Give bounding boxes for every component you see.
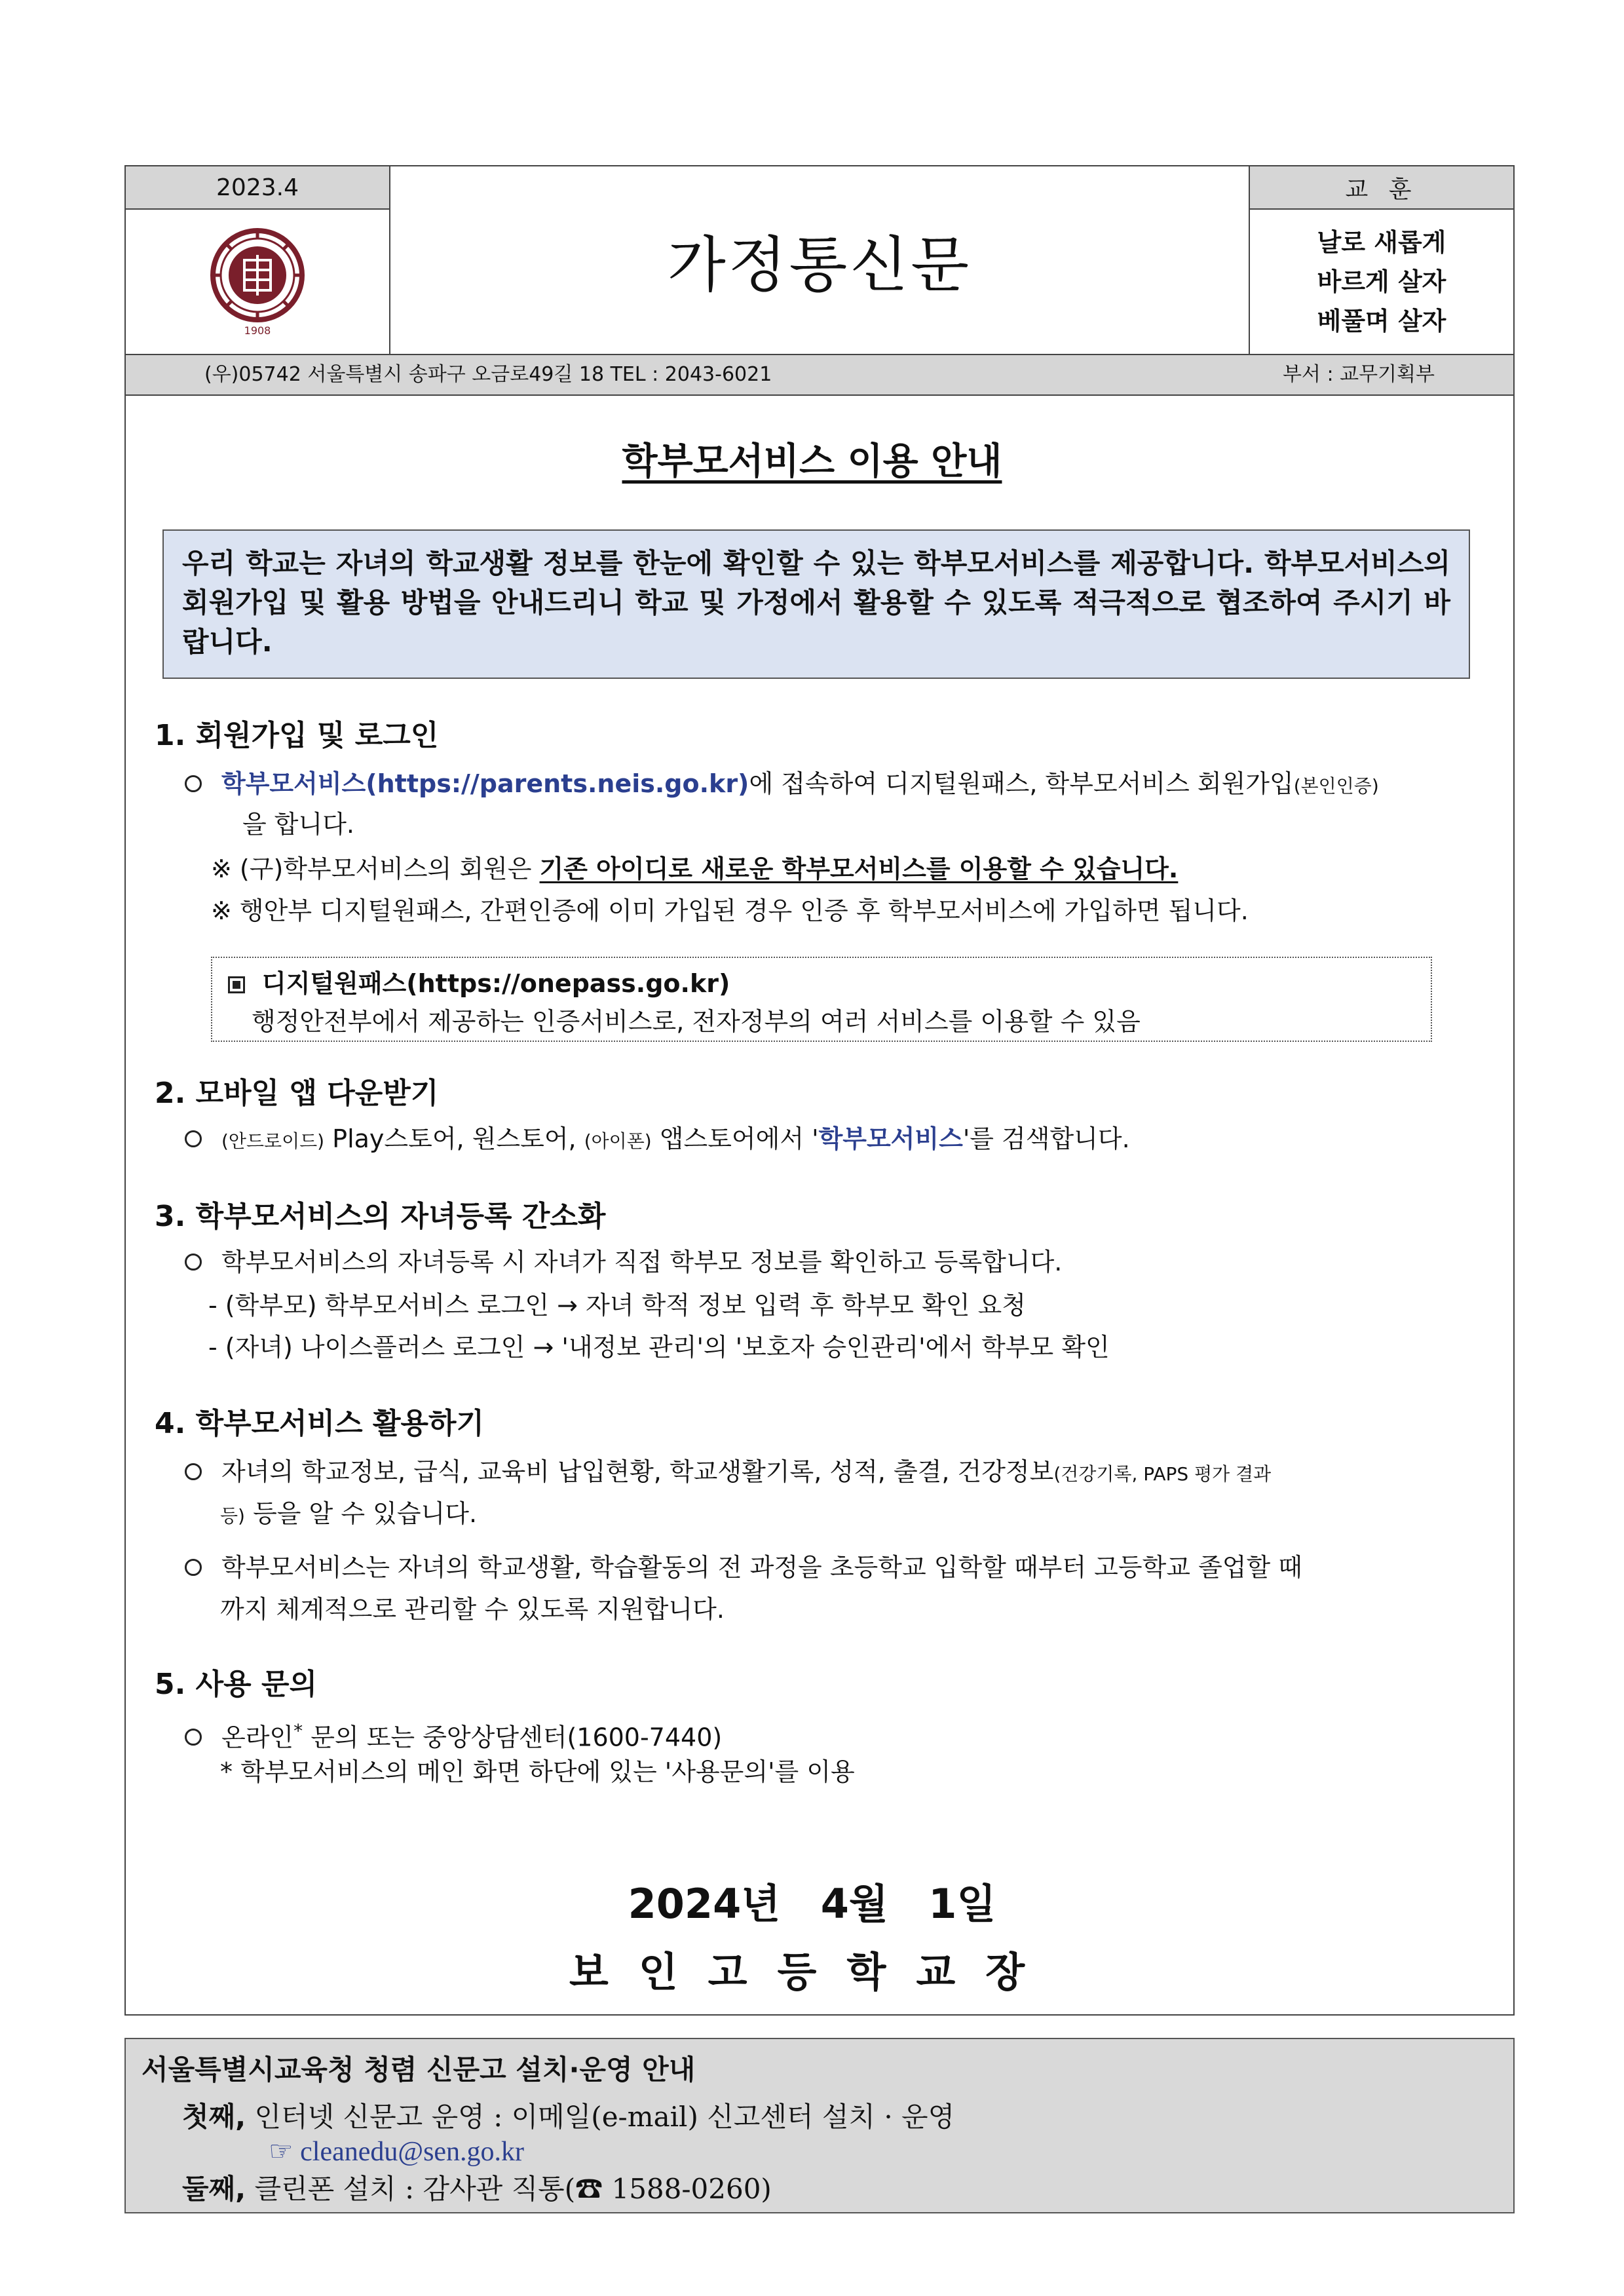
s1-note-1: ※ (구)학부모서비스의 회원은 기존 아이디로 새로운 학부모서비스를 이용할 수 있습니다.	[211, 854, 1179, 883]
notice-second: 둘째, 클린폰 설치 : 감사관 직통(☎ 1588-0260)	[182, 2173, 772, 2205]
parents-service-link[interactable]: 학부모서비스(https://parents.neis.go.kr)	[221, 769, 749, 798]
s2-line-1: (안드로이드) Play스토어, 원스토어, (아이폰) 앱스토어에서 '학부모서비스'를 검색합니다.	[185, 1122, 1130, 1158]
section-1-heading: 1. 회원가입 및 로그인	[155, 719, 439, 752]
bullet-circle-icon	[185, 1729, 202, 1746]
bullet-circle-icon	[185, 1559, 202, 1576]
s3-line-1: 학부모서비스의 자녀등록 시 자녀가 직접 학부모 정보를 확인하고 등록합니다.	[185, 1245, 1062, 1279]
notice-first: 첫째, 인터넷 신문고 운영 : 이메일(e-mail) 신고센터 설치 · 운영	[182, 2101, 955, 2133]
issue-date: 2023.4	[124, 165, 390, 210]
square-bullet-icon	[228, 976, 245, 993]
section-2-heading: 2. 모바일 앱 다운받기	[155, 1077, 439, 1110]
onepass-desc: 행정안전부에서 제공하는 인증서비스로, 전자정부의 여러 서비스를 이용할 수 있음	[252, 1007, 1141, 1036]
logo-year: 1908	[244, 324, 271, 337]
onepass-title: 디지털원패스(https://onepass.go.kr)	[228, 963, 730, 999]
letter-header	[124, 165, 1515, 396]
section-4-heading: 4. 학부모서비스 활용하기	[155, 1407, 485, 1440]
section-3-heading: 3. 학부모서비스의 자녀등록 간소화	[155, 1200, 606, 1233]
digital-onepass-box	[211, 957, 1432, 1042]
school-motto	[1249, 208, 1515, 355]
s4-line-4: 까지 체계적으로 관리할 수 있도록 지원합니다.	[220, 1595, 725, 1624]
motto-label: 교 훈	[1249, 165, 1515, 210]
intro-box: 우리 학교는 자녀의 학교생활 정보를 한눈에 확인할 수 있는 학부모서비스를 제공합니다. 학부모서비스의 회원가입 및 활용 방법을 안내드리니 학교 및 가정에서 활용할 수 있도록 적극적으로 협조하여 주시기 바랍니다.	[162, 529, 1470, 679]
school-emblem-icon	[208, 226, 307, 337]
motto-line: 바르게 살자	[1317, 267, 1446, 296]
s4-line-1: 자녀의 학교정보, 급식, 교육비 납입현황, 학교생활기록, 성적, 출결, 건강정보(건강기록, PAPS 평가 결과	[185, 1455, 1271, 1491]
address-bar	[124, 354, 1515, 396]
motto-line: 날로 새롭게	[1317, 228, 1446, 257]
s5-line-1: 온라인* 문의 또는 중앙상담센터(1600-7440)	[185, 1714, 722, 1755]
bullet-circle-icon	[185, 1253, 202, 1271]
signature-principal: 보인고등학교장	[569, 1948, 1055, 1996]
section-5-heading: 5. 사용 문의	[155, 1668, 317, 1701]
s3-line-3: - (자녀) 나이스플러스 로그인 → '내정보 관리'의 '보호자 승인관리'에서 학부모 확인	[208, 1333, 1110, 1362]
s3-line-2: - (학부모) 학부모서비스 로그인 → 자녀 학적 정보 입력 후 학부모 확인 요청	[208, 1291, 1026, 1320]
s4-line-2: 등) 등을 알 수 있습니다.	[220, 1499, 478, 1528]
s1-line-1: 학부모서비스(https://parents.neis.go.kr)에 접속하여 디지털원패스, 학부모서비스 회원가입(본인인증)	[185, 767, 1379, 803]
letter-title: 가정통신문	[389, 165, 1250, 355]
motto-line: 베풀며 살자	[1317, 307, 1446, 335]
notice-title: 서울특별시교육청 청렴 신문고 설치·운영 안내	[142, 2054, 696, 2086]
bullet-circle-icon	[185, 1463, 202, 1480]
bullet-circle-icon	[185, 1130, 202, 1147]
notice-email-link[interactable]: ☞ cleanedu@sen.go.kr	[269, 2137, 525, 2167]
integrity-notice-box	[124, 2038, 1515, 2213]
s4-line-3: 학부모서비스는 자녀의 학교생활, 학습활동의 전 과정을 초등학교 입학할 때부터 고등학교 졸업할 때	[185, 1550, 1302, 1584]
signature-date: 2024년 4월 1일	[628, 1880, 996, 1928]
s1-line-2: 을 합니다.	[242, 810, 354, 839]
school-logo	[124, 208, 390, 355]
school-address: (우)05742 서울특별시 송파구 오금로49길 18 TEL : 2043-6021	[204, 363, 772, 386]
s1-note-2: ※ 행안부 디지털원패스, 간편인증에 이미 가입된 경우 인증 후 학부모서비스에 가입하면 됩니다.	[211, 896, 1249, 925]
s5-line-2: * 학부모서비스의 메인 화면 하단에 있는 '사용문의'를 이용	[220, 1757, 855, 1786]
bullet-circle-icon	[185, 775, 202, 792]
document-title: 학부모서비스 이용 안내	[622, 440, 1002, 483]
department: 부서 : 교무기획부	[1282, 363, 1435, 386]
